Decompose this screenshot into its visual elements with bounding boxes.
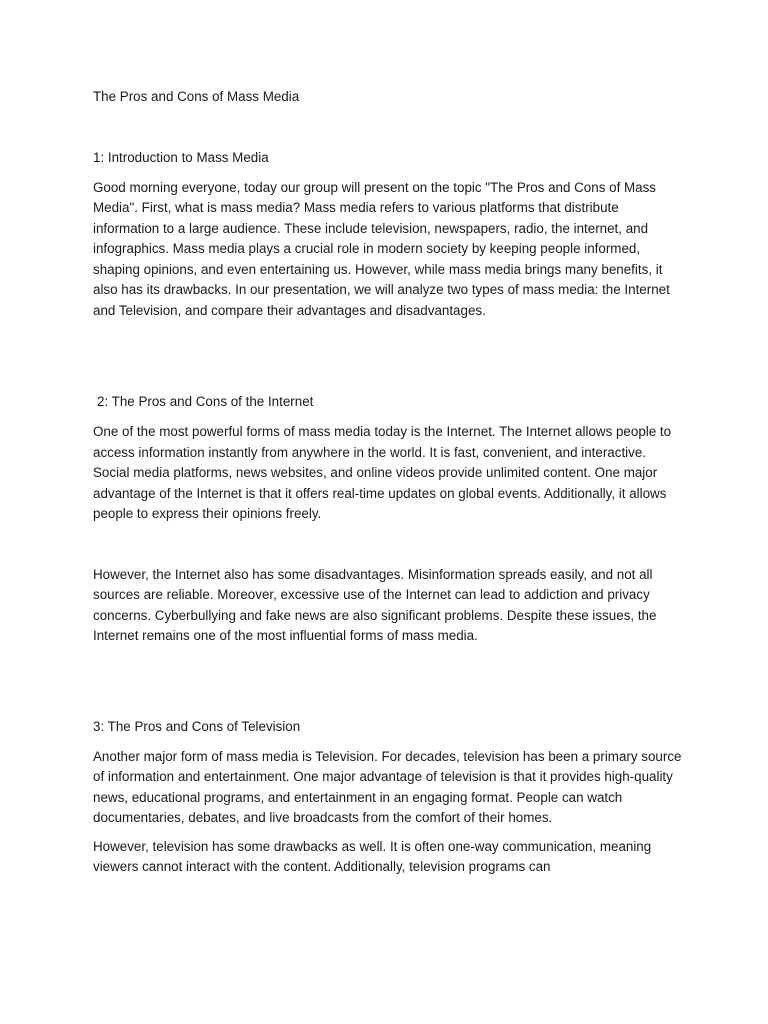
section-heading-internet: 2: The Pros and Cons of the Internet: [97, 394, 314, 409]
paragraph-internet-advantages: One of the most powerful forms of mass media today is the Internet. The Internet allows people to access information instantly from anywhere in the world. It is fast, convenient, and interactive. Social media platforms, news websites, and online videos provide unlimited content. One major advantage of the Internet is that it offers real-time updates on global events. Additionally, it allows people to express their opinions freely.: [93, 424, 672, 521]
document-title: The Pros and Cons of Mass Media: [93, 89, 300, 104]
paragraph-television-drawbacks: However, television has some drawbacks as well. It is often one-way communication, meaning viewers cannot interact with the content. Additionally, television programs can: [93, 838, 652, 874]
paragraph-introduction: Good morning everyone, today our group will present on the topic "The Pros and Cons of Mass Media". First, what is mass media? Mass media refers to various platforms that distribute information to a large audience. These include television, newspapers, radio, the internet, and infographics. Mass media plays a crucial role in modern society by keeping people informed, shaping opinions, and even entertaining us. However, while mass media brings many benefits, it also has its drawbacks. In our presentation, we will analyze two types of mass media: the Internet and Television, and compare their advantages and disadvantages.: [93, 179, 670, 318]
paragraph-television-advantages: Another major form of mass media is Television. For decades, television has been a primary source of information and entertainment. One major advantage of television is that it provides high-quality news, educational programs, and entertainment in an engaging format. People can watch documentaries, debates, and live broadcasts from the comfort of their homes.: [93, 748, 682, 825]
document-body: [93, 87, 683, 878]
paragraph-internet-disadvantages: However, the Internet also has some disadvantages. Misinformation spreads easily, and not all sources are reliable. Moreover, excessive use of the Internet can lead to addiction and privacy concerns. Cyberbullying and fake news are also significant problems. Despite these issues, the Internet remains one of the most influential forms of mass media.: [93, 566, 657, 643]
section-heading-introduction: 1: Introduction to Mass Media: [93, 149, 269, 165]
section-heading-television: 3: The Pros and Cons of Television: [93, 718, 301, 734]
